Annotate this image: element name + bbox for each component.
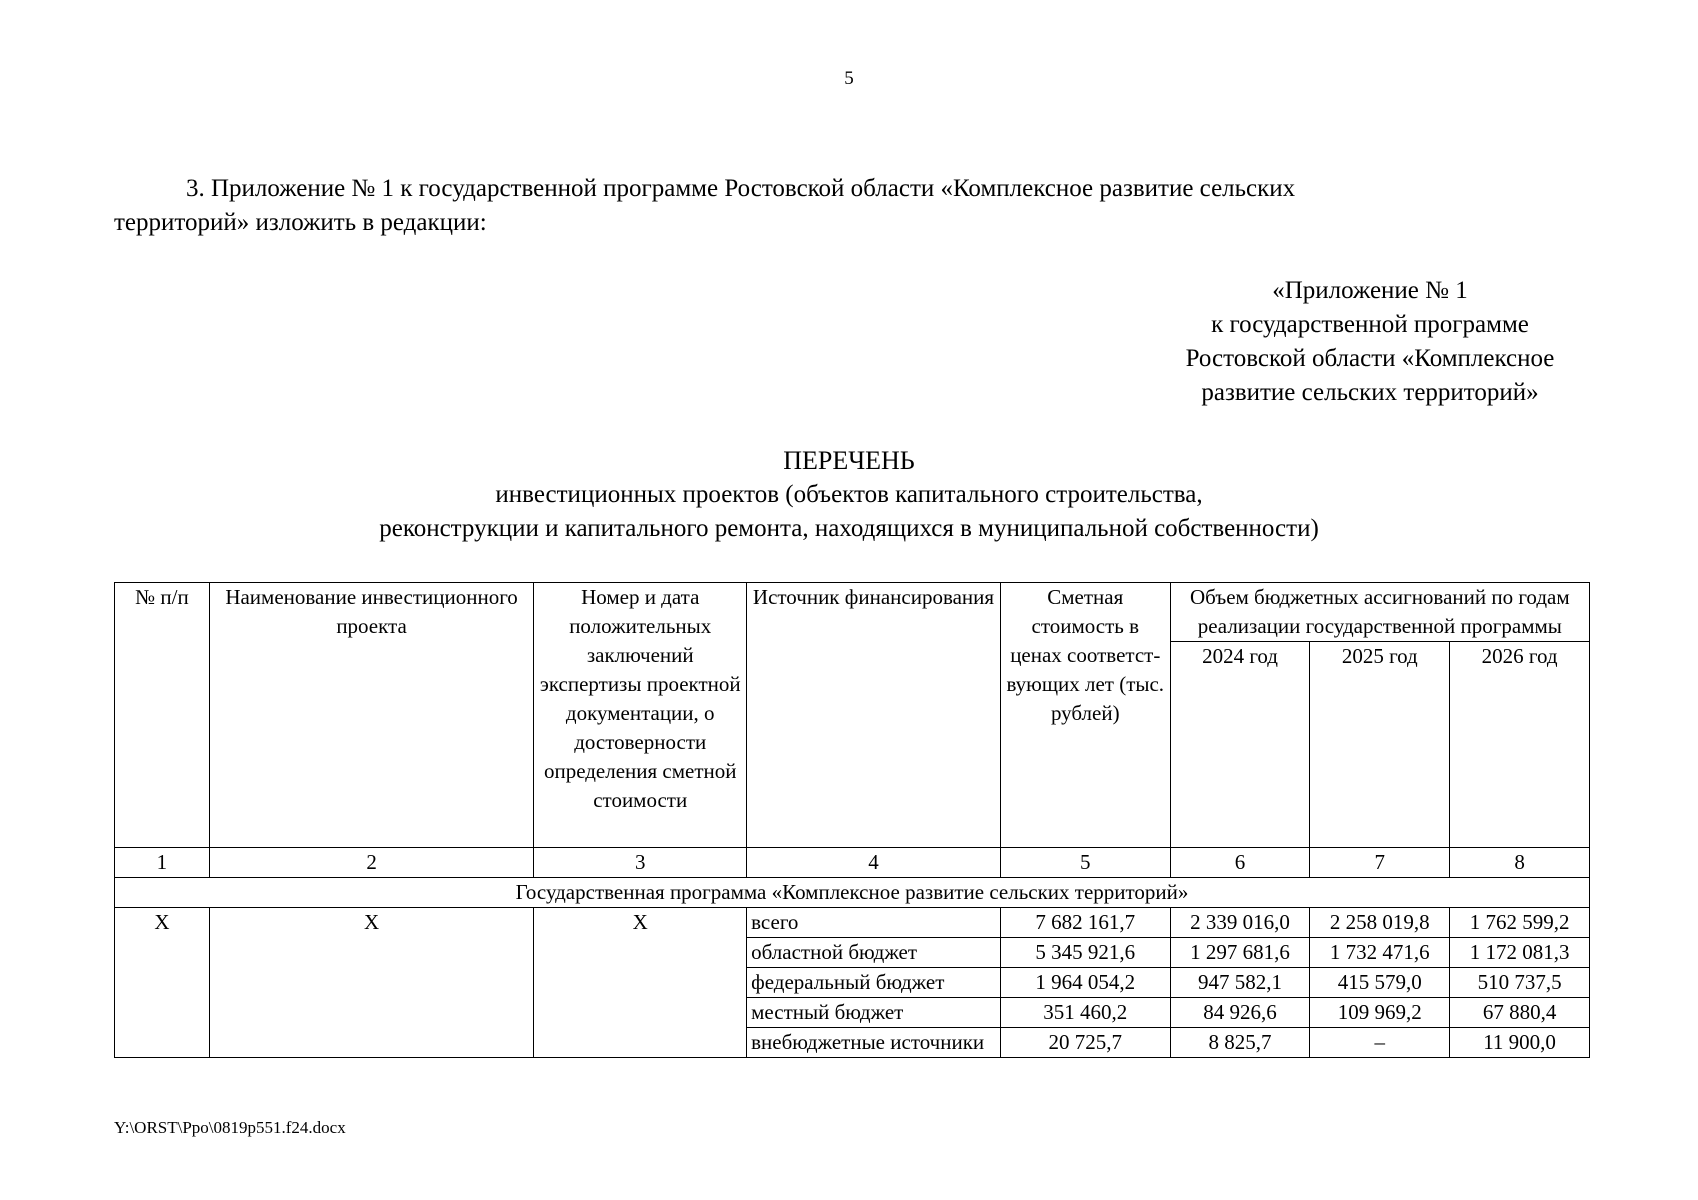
col-number: 2 (209, 848, 534, 878)
cost-value: 5 345 921,6 (1000, 938, 1170, 968)
file-path-footer: Y:\ORST\Ppo\0819p551.f24.docx (114, 1118, 346, 1137)
column-number-row (115, 848, 1590, 878)
value-2025: 2 258 019,8 (1310, 908, 1450, 938)
value-2026: 67 880,4 (1450, 998, 1590, 1028)
value-2026: 11 900,0 (1450, 1028, 1590, 1058)
value-2024: 84 926,6 (1170, 998, 1310, 1028)
col-number: 7 (1310, 848, 1450, 878)
col-number: 3 (534, 848, 747, 878)
col-number: 8 (1450, 848, 1590, 878)
program-row (115, 878, 1590, 908)
header-project-name: Наименование инвестиционного проекта (209, 583, 534, 848)
title-line-2: инвестиционных проектов (объектов капитального строительства, (495, 481, 1203, 508)
header-funding-source: Источник финансирования (747, 583, 1001, 848)
x-mark: X (209, 908, 534, 1058)
appendix-line-3: Ростовской области «Комплексное (1185, 345, 1555, 372)
appendix-line-2: к государственной программе (1211, 311, 1529, 338)
header-num: № п/п (115, 583, 210, 848)
paragraph-tail: территорий» изложить в редакции: (114, 209, 487, 236)
header-budget-allocation: Объем бюджетных ассигнований по годам реализации государственной программы (1170, 583, 1589, 642)
header-year-2025: 2025 год (1310, 642, 1450, 848)
value-2025: – (1310, 1028, 1450, 1058)
col-number: 5 (1000, 848, 1170, 878)
value-2026: 1 172 081,3 (1450, 938, 1590, 968)
value-2025: 109 969,2 (1310, 998, 1450, 1028)
value-2024: 2 339 016,0 (1170, 908, 1310, 938)
value-2024: 947 582,1 (1170, 968, 1310, 998)
value-2024: 8 825,7 (1170, 1028, 1310, 1058)
program-name: Государственная программа «Комплексное развитие сельских территорий» (115, 878, 1590, 908)
appendix-heading (1150, 274, 1590, 410)
title-line-1: ПЕРЕЧЕНЬ (783, 446, 915, 475)
header-expertise: Номер и дата положительных заключений экспертизы проектной документации, о достоверности определения сметной стоимости (534, 583, 747, 848)
appendix-line-1: «Приложение № 1 (1272, 277, 1468, 304)
funding-source: местный бюджет (747, 998, 1001, 1028)
value-2026: 510 737,5 (1450, 968, 1590, 998)
cost-value: 7 682 161,7 (1000, 908, 1170, 938)
document-title (0, 444, 1698, 546)
header-year-2024: 2024 год (1170, 642, 1310, 848)
col-number: 6 (1170, 848, 1310, 878)
funding-source: областной бюджет (747, 938, 1001, 968)
value-2025: 415 579,0 (1310, 968, 1450, 998)
header-row-1 (115, 583, 1590, 642)
value-2024: 1 297 681,6 (1170, 938, 1310, 968)
col-number: 1 (115, 848, 210, 878)
x-mark: X (534, 908, 747, 1058)
col-number: 4 (747, 848, 1001, 878)
cost-value: 351 460,2 (1000, 998, 1170, 1028)
paragraph-lead: 3. Приложение № 1 к государственной программе Ростовской области «Комплексное развитие сельских (186, 175, 1296, 202)
appendix-line-4: развитие сельских территорий» (1201, 379, 1539, 406)
header-year-2026: 2026 год (1450, 642, 1590, 848)
header-estimated-cost: Сметная стоимость в ценах соответст-вующих лет (тыс. рублей) (1000, 583, 1170, 848)
cost-value: 20 725,7 (1000, 1028, 1170, 1058)
funding-source: федеральный бюджет (747, 968, 1001, 998)
table-row (115, 908, 1590, 938)
page-number: 5 (844, 68, 854, 89)
cost-value: 1 964 054,2 (1000, 968, 1170, 998)
investment-projects-table (114, 582, 1590, 1058)
title-line-3: реконструкции и капитального ремонта, находящихся в муниципальной собственности) (379, 515, 1319, 542)
x-mark: X (115, 908, 210, 1058)
funding-source: внебюджетные источники (747, 1028, 1001, 1058)
value-2025: 1 732 471,6 (1310, 938, 1450, 968)
amendment-paragraph (114, 172, 1590, 240)
value-2026: 1 762 599,2 (1450, 908, 1590, 938)
funding-source: всего (747, 908, 1001, 938)
